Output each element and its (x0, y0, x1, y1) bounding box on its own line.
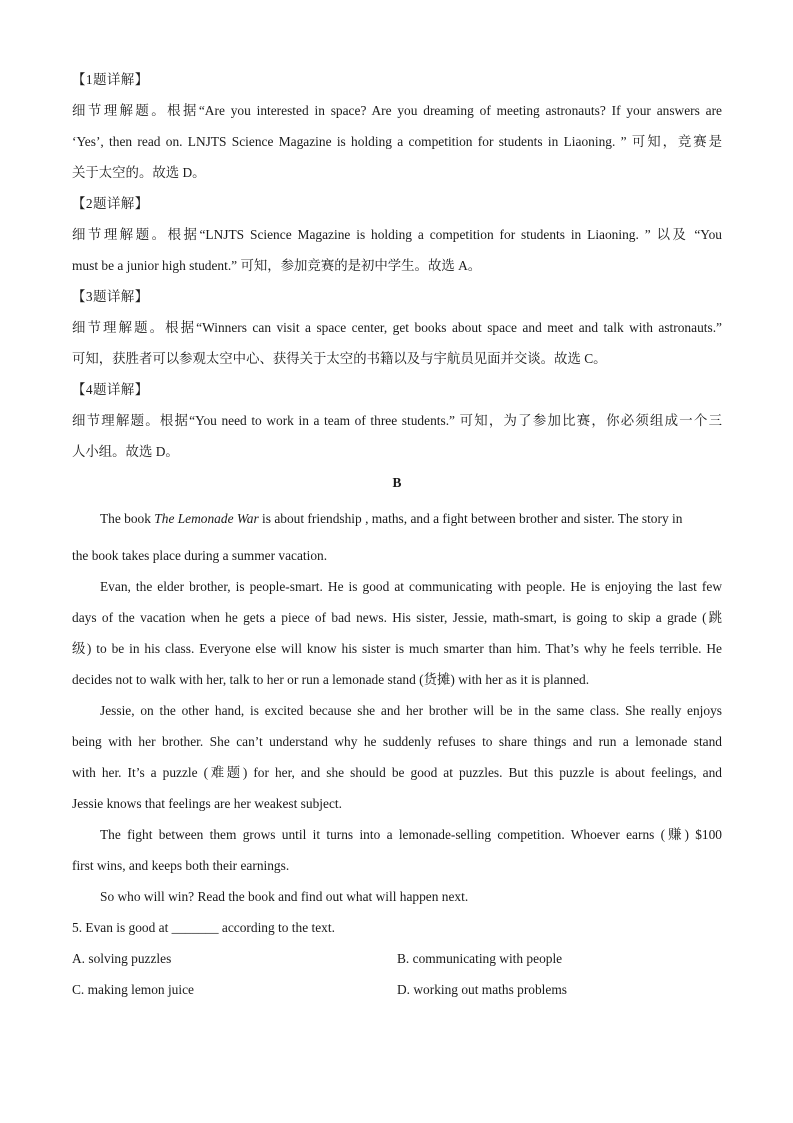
question-5-stem: 5. Evan is good at _______ according to the text. (72, 920, 335, 935)
answer-3-heading: 【3题详解】 (72, 289, 149, 304)
document-page (72, 64, 722, 1005)
answer-2-heading: 【2题详解】 (72, 196, 149, 211)
question-5-options-row-1 (72, 943, 722, 974)
answer-4-line-2: 人小组。故选 D。 (72, 444, 179, 459)
answer-1-heading: 【1题详解】 (72, 72, 149, 87)
option-d: D. working out maths problems (397, 982, 567, 997)
question-5-options-row-2 (72, 974, 722, 1005)
passage-paragraph-3-line-1: Jessie, on the other hand, is excited because she and her brother will be in the same class. She really enjoys (100, 703, 722, 718)
passage-paragraph-4-line-2: first wins, and keeps both their earnings. (72, 858, 290, 873)
book-title: The Lemonade War (154, 511, 259, 526)
answer-4-heading: 【4题详解】 (72, 382, 149, 397)
passage-paragraph-3-line-4: Jessie knows that feelings are her weakest subject. (72, 796, 342, 811)
option-b: B. communicating with people (397, 951, 563, 966)
passage-paragraph-2-line-2: days of the vacation when he gets a piece of bad news. His sister, Jessie, math-smart, is going to skip a grade (跳 (72, 610, 722, 625)
passage-paragraph-2-line-4: decides not to walk with her, talk to her or run a lemonade stand (货摊) with her as it is planned. (72, 672, 590, 687)
passage-paragraph-2-line-1: Evan, the elder brother, is people-smart. He is good at communicating with people. He is enjoying the last few (100, 579, 722, 594)
option-a: A. solving puzzles (72, 951, 172, 966)
option-c: C. making lemon juice (72, 982, 194, 997)
passage-paragraph-2-line-3: 级) to be in his class. Everyone else will know his sister is much smarter than him. That’s why he feels terrible. He (72, 641, 722, 656)
passage-paragraph-5: So who will win? Read the book and find out what will happen next. (100, 889, 469, 904)
answer-1-line-3: 关于太空的。故选 D。 (72, 165, 206, 180)
answer-1-line-2: ‘Yes’, then read on. LNJTS Science Magazine is holding a competition for students in Liaoning. ” 可知，竞赛是 (72, 134, 722, 149)
passage-paragraph-1-line-1 (72, 498, 722, 540)
passage-paragraph-3-line-2: being with her brother. She can’t understand why he suddenly refuses to share things and run a lemonade stand (72, 734, 722, 749)
answer-3-line-2: 可知，获胜者可以参观太空中心、获得关于太空的书籍以及与宇航员见面并交谈。故选 C。 (72, 351, 607, 366)
passage-paragraph-1-line-2: the book takes place during a summer vacation. (72, 548, 328, 563)
passage-paragraph-4-line-1: The fight between them grows until it turns into a lemonade-selling competition. Whoever earns (赚) $100 (100, 827, 722, 842)
answer-2-line-1: 细节理解题。根据“LNJTS Science Magazine is holding a competition for students in Liaoning. ” 以及 “You (72, 227, 722, 242)
p1-after: is about friendship , maths, and a fight between brother and sister. The story in (258, 511, 683, 526)
passage-title: B (392, 475, 402, 490)
p1-before: The book (100, 511, 155, 526)
answer-4-line-1: 细节理解题。根据“You need to work in a team of three students.” 可知，为了参加比赛，你必须组成一个三 (72, 413, 722, 428)
answer-2-line-2: must be a junior high student.” 可知，参加竞赛的是初中学生。故选 A。 (72, 258, 482, 273)
answer-1-line-1: 细节理解题。根据“Are you interested in space? Are you dreaming of meeting astronauts? If your answers are (72, 103, 722, 118)
passage-paragraph-3-line-3: with her. It’s a puzzle (难题) for her, and she should be good at puzzles. But this puzzle is about feelings, and (72, 765, 722, 780)
answer-3-line-1: 细节理解题。根据“Winners can visit a space center, get books about space and meet and talk with astronauts.” (72, 320, 722, 335)
